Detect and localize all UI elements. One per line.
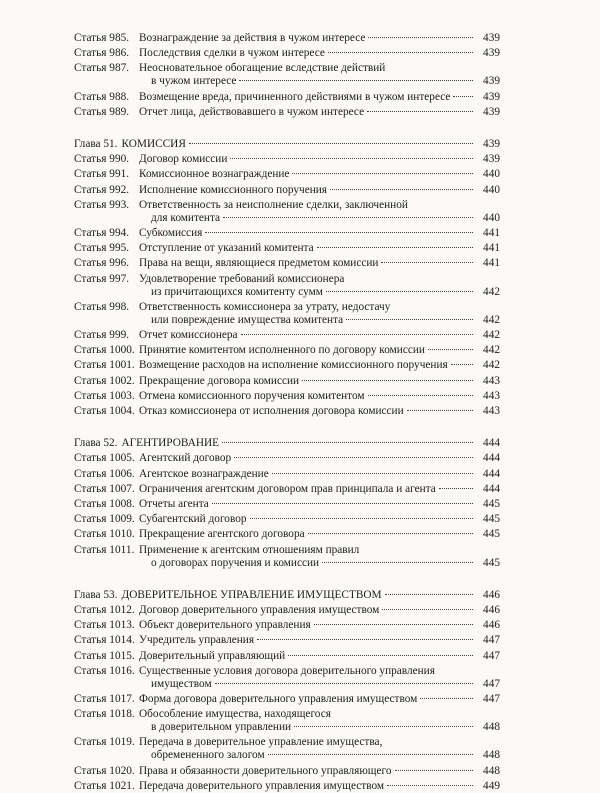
toc-entry-title: ДОВЕРИТЕЛЬНОЕ УПРАВЛЕНИЕ ИМУЩЕСТВОМ <box>121 588 382 601</box>
toc-article <box>74 513 500 526</box>
toc-entry-title: Удовлетворение требований комиссионера <box>139 272 345 285</box>
toc-page-number: 448 <box>483 721 500 734</box>
toc-entry-body <box>139 91 500 104</box>
toc-entry-title: из причитающихся комитенту сумм <box>151 285 323 298</box>
toc-entry-title: Отчет комиссионера <box>139 329 238 341</box>
toc-entry-number: Статья 985. <box>74 32 130 44</box>
toc-page-number: 447 <box>483 634 500 647</box>
toc-article <box>74 619 500 632</box>
toc-entry-line <box>139 498 500 511</box>
toc-article <box>74 452 500 465</box>
toc-entry-title: Возмещение расходов на исполнение комиссионного поручения <box>139 359 448 372</box>
toc-page-number: 448 <box>483 764 500 777</box>
toc-entry-line <box>139 273 500 286</box>
toc-entry-line <box>139 604 500 617</box>
toc-entry-line <box>139 452 500 465</box>
toc-entry-body <box>121 589 500 602</box>
dot-leader <box>385 594 473 595</box>
toc-entry-body <box>139 665 500 691</box>
toc-article <box>74 359 500 372</box>
toc-entry-title: Агентское вознаграждение <box>139 467 269 480</box>
toc-entry-body <box>139 650 500 663</box>
toc-entry-title: Прекращение договора комиссии <box>139 374 300 387</box>
toc-entry-line <box>139 227 500 240</box>
toc-entry-line <box>139 528 500 541</box>
toc-entry-line <box>139 693 500 706</box>
toc-entry-number: Статья 1007. <box>74 482 135 495</box>
toc-page-number: 445 <box>483 556 500 569</box>
toc-entry-number: Статья 990. <box>74 153 130 166</box>
toc-entry-number: Статья 1006. <box>74 467 135 480</box>
dot-leader <box>330 189 473 190</box>
toc-entry-body <box>139 390 500 403</box>
dot-leader <box>346 319 473 320</box>
dot-leader <box>439 488 473 489</box>
dot-leader <box>407 410 473 411</box>
toc-entry-number: Статья 996. <box>74 257 130 270</box>
dot-leader <box>222 442 473 443</box>
toc-entry-title: Комиссионное вознаграждение <box>139 168 290 181</box>
toc-page-number: 446 <box>483 588 500 601</box>
toc-page-number: 441 <box>483 257 500 270</box>
toc-page-number: 445 <box>483 528 500 541</box>
toc-article <box>74 91 500 104</box>
toc-page-number: 447 <box>483 693 500 705</box>
toc-entry-line <box>139 199 500 212</box>
toc-entry-title: Отступление от указаний комитента <box>139 242 314 255</box>
toc-entry-number: Статья 1015. <box>74 649 135 662</box>
toc-entry-body <box>139 528 500 541</box>
toc-page-number: 440 <box>483 183 500 196</box>
dot-leader <box>428 349 473 350</box>
toc-entry-line <box>139 650 500 663</box>
toc-article <box>74 650 500 663</box>
toc-page-number: 442 <box>483 344 500 357</box>
dot-leader <box>420 698 473 699</box>
dot-leader <box>215 683 473 684</box>
dot-leader <box>368 395 473 396</box>
toc-entry-line <box>139 780 500 793</box>
toc-entry-body <box>139 375 500 388</box>
dot-leader <box>322 562 473 563</box>
toc-entry-body <box>139 498 500 511</box>
toc-entry-title: Отмена комиссионного поручения комитентом <box>139 389 365 402</box>
toc-article <box>74 257 500 270</box>
toc-entry-number: Статья 1016. <box>74 664 135 677</box>
toc-entry-body <box>139 32 500 45</box>
toc-entry-number: Статья 991. <box>74 168 130 181</box>
toc-entry-number: Статья 1008. <box>74 498 135 510</box>
toc-entry-title: Субкомиссия <box>139 227 203 239</box>
toc-entry-body <box>139 452 500 465</box>
toc-entry-title: Ответственность комиссионера за утрату, недостачу <box>139 300 391 313</box>
toc-entry-title: Права на вещи, являющиеся предметом комиссии <box>139 257 379 270</box>
dot-leader <box>205 232 473 233</box>
toc-entry-title: в доверительном управлении <box>151 721 292 734</box>
toc-article <box>74 634 500 647</box>
toc-page-number: 443 <box>483 389 500 402</box>
toc-article <box>74 390 500 403</box>
toc-entry-title: Субагентский договор <box>139 513 247 526</box>
toc-entry-line <box>139 344 500 357</box>
toc-entry-number: Статья 1018. <box>74 708 135 721</box>
toc-entry-title: обремененного залогом <box>151 749 265 762</box>
toc-page-number: 444 <box>483 467 500 480</box>
toc-article <box>74 329 500 342</box>
toc-entry-body <box>139 359 500 372</box>
toc-entry-line <box>139 359 500 372</box>
toc-entry-body <box>139 780 500 793</box>
toc-entry-body <box>139 168 500 181</box>
toc-entry-title: Договор доверительного управления имуществом <box>139 604 380 616</box>
toc-entry-number: Статья 997. <box>74 272 130 285</box>
toc-entry-title: Неосновательное обогащение вследствие действий <box>139 62 386 75</box>
toc-entry-body <box>139 106 500 119</box>
toc-entry-line <box>139 390 500 403</box>
toc-article <box>74 544 500 570</box>
toc-entry-line <box>139 468 500 481</box>
toc-page-number: 446 <box>483 604 500 616</box>
toc-entry-body <box>139 301 500 327</box>
dot-leader <box>302 380 473 381</box>
toc-entry-number: Статья 1014. <box>74 634 135 647</box>
toc-page-number: 443 <box>483 374 500 387</box>
toc-entry-line <box>139 212 500 225</box>
toc-entry-title: Передача в доверительное управление имущества, <box>139 736 383 749</box>
toc-entry-body <box>139 544 500 570</box>
toc-entry-line <box>139 619 500 632</box>
toc-entry-title: КОМИССИЯ <box>121 138 186 150</box>
toc-entry-number: Статья 992. <box>74 183 130 196</box>
toc-entry-title: в чужом интересе <box>151 75 237 88</box>
toc-entry-number: Статья 1019. <box>74 736 135 749</box>
toc-entry-body <box>121 437 500 450</box>
toc-page-number: 442 <box>483 285 500 298</box>
dot-leader <box>381 262 473 263</box>
toc-entry-number: Статья 1012. <box>74 604 135 616</box>
toc-entry-line <box>139 678 500 691</box>
dot-leader <box>387 785 473 786</box>
toc-page-number: 439 <box>483 75 500 88</box>
toc-entry-title: Возмещение вреда, причиненного действиями в чужом интересе <box>139 90 451 103</box>
dot-leader <box>317 247 473 248</box>
dot-leader <box>268 754 473 755</box>
toc-entry-number: Статья 1001. <box>74 359 135 372</box>
toc-article <box>74 375 500 388</box>
toc-article <box>74 498 500 511</box>
toc-entry-number: Статья 988. <box>74 90 130 103</box>
toc-article <box>74 665 500 691</box>
toc-chapter <box>74 437 500 450</box>
toc-article <box>74 62 500 88</box>
toc-entry-number: Статья 1003. <box>74 389 135 402</box>
toc-entry-line <box>139 749 500 762</box>
toc-entry-title: Доверительный управляющий <box>139 649 286 662</box>
toc-entry-title: Учредитель управления <box>139 634 255 647</box>
toc-entry-title: Существенные условия договора доверительного управления <box>139 664 435 677</box>
dot-leader <box>314 624 473 625</box>
toc-entry-title: Ограничения агентским договором прав принципала и агента <box>139 482 436 495</box>
toc-entry-title: Отчеты агента <box>139 498 209 510</box>
toc-entry-title: Применение к агентским отношениям правил <box>139 543 360 556</box>
dot-leader <box>288 655 473 656</box>
toc-entry-line <box>139 665 500 678</box>
dot-leader <box>292 173 473 174</box>
toc-article <box>74 468 500 481</box>
toc-entry-line <box>139 736 500 749</box>
toc-entry-title: Права и обязанности доверительного управляющего <box>139 764 392 777</box>
toc-entry-body <box>139 483 500 496</box>
toc-entry-title: Объект доверительного управления <box>139 619 311 632</box>
toc-page-number: 440 <box>483 168 500 181</box>
toc-entry-line <box>139 286 500 299</box>
toc-entry-line <box>139 257 500 270</box>
toc-entry-number: Статья 1002. <box>74 374 135 387</box>
toc-entry-body <box>121 138 500 151</box>
toc-page-number: 444 <box>483 482 500 495</box>
toc-entry-number: Статья 1009. <box>74 513 135 526</box>
dot-leader <box>223 217 473 218</box>
toc-entry-line <box>139 634 500 647</box>
toc-entry-number: Статья 986. <box>74 47 130 60</box>
toc-entry-line <box>139 708 500 721</box>
toc-entry-title: Ответственность за неисполнение сделки, заключенной <box>139 198 408 211</box>
toc-entry-line <box>139 184 500 197</box>
toc-entry-line <box>139 75 500 88</box>
toc-page-number: 447 <box>483 649 500 662</box>
toc-entry-number: Статья 987. <box>74 62 130 75</box>
dot-leader <box>453 96 473 97</box>
toc-entry-title: Отчет лица, действовавшего в чужом интересе <box>139 105 365 118</box>
toc-entry-title: Вознаграждение за действия в чужом интересе <box>139 32 366 44</box>
toc-entry-number: Статья 1000. <box>74 344 135 357</box>
toc-page-number: 445 <box>483 498 500 510</box>
dot-leader <box>294 726 473 727</box>
toc-entry-line <box>121 589 500 602</box>
toc-entry-body <box>139 405 500 418</box>
toc-page-number: 441 <box>483 242 500 255</box>
toc-entry-body <box>139 62 500 88</box>
toc-article <box>74 528 500 541</box>
toc-chapter <box>74 138 500 151</box>
dot-leader <box>395 770 473 771</box>
dot-leader <box>241 334 473 335</box>
toc-article <box>74 242 500 255</box>
toc-entry-line <box>121 437 500 450</box>
toc-article <box>74 604 500 617</box>
toc-entry-body <box>139 708 500 734</box>
toc-entry-body <box>139 47 500 60</box>
toc-entry-number: Статья 999. <box>74 329 130 341</box>
toc-entry-number: Статья 1004. <box>74 405 135 417</box>
toc-page-number: 444 <box>483 437 500 450</box>
toc-entry-line <box>139 483 500 496</box>
toc-page-number: 444 <box>483 452 500 465</box>
toc-entry-line <box>121 138 500 151</box>
toc-article <box>74 780 500 793</box>
toc-article <box>74 344 500 357</box>
toc-page-number: 439 <box>483 32 500 44</box>
dot-leader <box>257 639 473 640</box>
toc-page-number: 442 <box>483 313 500 326</box>
dot-leader <box>308 533 473 534</box>
toc-entry-number: Статья 995. <box>74 242 130 255</box>
toc-page-number: 449 <box>483 779 500 792</box>
toc-entry-number: Статья 994. <box>74 227 130 239</box>
toc-page-number: 439 <box>483 138 500 150</box>
toc-article <box>74 168 500 181</box>
dot-leader <box>368 37 473 38</box>
toc-article <box>74 273 500 299</box>
dot-leader <box>326 291 473 292</box>
toc-entry-title: Отказ комиссионера от исполнения договора комиссии <box>139 405 404 417</box>
toc-entry-body <box>139 736 500 762</box>
dot-leader <box>212 503 473 504</box>
toc-entry-number: Статья 1005. <box>74 452 135 465</box>
toc-entry-line <box>139 47 500 60</box>
toc-entry-title: Исполнение комиссионного поручения <box>139 183 327 196</box>
dot-leader <box>367 111 473 112</box>
toc-entry-line <box>139 405 500 418</box>
toc-entry-title: для комитента <box>151 211 221 224</box>
toc-entry-title: или повреждение имущества комитента <box>151 313 344 326</box>
toc-entry-title: имуществом <box>151 677 212 690</box>
toc-entry-body <box>139 257 500 270</box>
toc-entry-line <box>139 721 500 734</box>
toc-page-number: 439 <box>483 153 500 166</box>
dot-leader <box>250 518 473 519</box>
toc-article <box>74 106 500 119</box>
toc-entry-body <box>139 344 500 357</box>
toc-entry-line <box>139 314 500 327</box>
toc-entry-title: Принятие комитентом исполненного по договору комиссии <box>139 344 425 357</box>
toc-entry-line <box>139 168 500 181</box>
toc-article <box>74 184 500 197</box>
toc-article <box>74 32 500 45</box>
toc-page-number: 440 <box>483 211 500 224</box>
toc-entry-title: Передача доверительного управления имуществом <box>139 779 385 792</box>
toc-entry-title: Агентский договор <box>139 452 232 465</box>
toc-entry-body <box>139 604 500 617</box>
dot-leader <box>239 80 473 81</box>
toc-page-number: 439 <box>483 90 500 103</box>
toc-entry-number: Глава 51. <box>74 138 118 150</box>
toc-entry-body <box>139 242 500 255</box>
toc-entry-body <box>139 468 500 481</box>
toc-entry-number: Статья 998. <box>74 300 130 313</box>
toc-page-number: 447 <box>483 677 500 690</box>
toc-entry-body <box>139 184 500 197</box>
toc-entry-number: Глава 53. <box>74 588 118 601</box>
toc-article <box>74 199 500 225</box>
toc-article <box>74 693 500 706</box>
toc-entry-line <box>139 557 500 570</box>
toc-entry-line <box>139 765 500 778</box>
toc-entry-title: Последствия сделки в чужом интересе <box>139 47 325 60</box>
toc-entry-body <box>139 199 500 225</box>
toc-entry-line <box>139 513 500 526</box>
toc-entry-number: Статья 1013. <box>74 619 135 632</box>
toc-entry-title: Договор комиссии <box>139 153 228 166</box>
toc-page-number: 442 <box>483 329 500 341</box>
dot-leader <box>328 52 473 53</box>
toc-entry-line <box>139 375 500 388</box>
toc-page-number: 445 <box>483 513 500 526</box>
toc-article <box>74 405 500 418</box>
dot-leader <box>230 158 473 159</box>
toc-entry-title: о договорах поручения и комиссии <box>151 556 320 569</box>
toc-entry-body <box>139 693 500 706</box>
toc-article <box>74 227 500 240</box>
toc-entry-body <box>139 227 500 240</box>
dot-leader <box>451 364 473 365</box>
toc-entry-number: Статья 1020. <box>74 764 135 777</box>
toc-page-number: 443 <box>483 405 500 417</box>
toc-entry-body <box>139 273 500 299</box>
toc-page-number: 446 <box>483 619 500 632</box>
toc-entry-title: АГЕНТИРОВАНИЕ <box>121 437 220 450</box>
toc-entry-number: Статья 1017. <box>74 693 135 705</box>
toc-page-number: 448 <box>483 749 500 762</box>
toc-article <box>74 765 500 778</box>
toc-entry-title: Обособление имущества, находящегося <box>139 708 331 721</box>
toc-chapter <box>74 589 500 602</box>
toc-entry-number: Статья 1010. <box>74 528 135 541</box>
dot-leader <box>189 143 473 144</box>
toc-article <box>74 708 500 734</box>
toc-article <box>74 47 500 60</box>
toc-entry-body <box>139 619 500 632</box>
toc-article <box>74 483 500 496</box>
toc-entry-line <box>139 301 500 314</box>
toc-entry-line <box>139 106 500 119</box>
dot-leader <box>382 609 473 610</box>
toc-entry-body <box>139 329 500 342</box>
toc-entry-body <box>139 513 500 526</box>
toc-page-number: 442 <box>483 359 500 372</box>
toc-page-number: 439 <box>483 47 500 60</box>
toc-entry-number: Статья 1011. <box>74 543 135 556</box>
toc-entry-line <box>139 544 500 557</box>
toc-entry-title: Форма договора доверительного управления имуществом <box>139 693 418 705</box>
toc-entry-number: Глава 52. <box>74 437 118 450</box>
toc-entry-line <box>139 329 500 342</box>
toc-page-number: 439 <box>483 105 500 118</box>
toc-entry-title: Прекращение агентского договора <box>139 528 305 541</box>
toc-entry-line <box>139 62 500 75</box>
toc-entry-line <box>139 242 500 255</box>
toc-entry-body <box>139 634 500 647</box>
toc-page-number: 441 <box>483 227 500 239</box>
toc-entry-line <box>139 153 500 166</box>
toc-entry-number: Статья 993. <box>74 198 130 211</box>
toc-entry-number: Статья 1021. <box>74 779 135 792</box>
toc-entry-line <box>139 32 500 45</box>
toc-entry-line <box>139 91 500 104</box>
dot-leader <box>272 473 473 474</box>
toc-article <box>74 736 500 762</box>
toc-entry-body <box>139 153 500 166</box>
toc-entry-number: Статья 989. <box>74 105 130 118</box>
toc-article <box>74 153 500 166</box>
toc-entry-body <box>139 765 500 778</box>
toc-article <box>74 301 500 327</box>
dot-leader <box>234 457 473 458</box>
